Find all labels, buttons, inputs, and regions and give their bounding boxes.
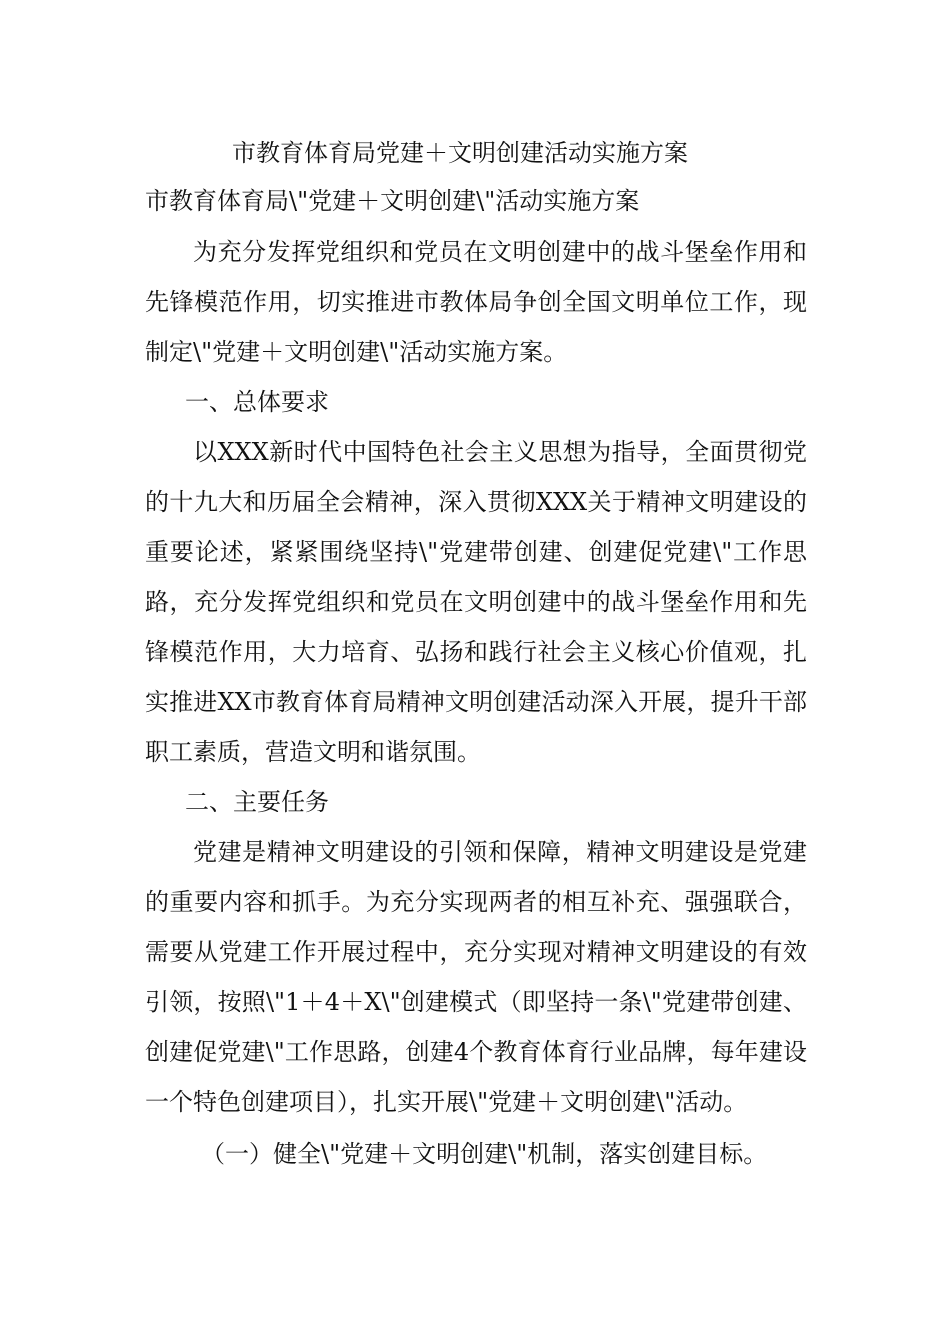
intro-paragraph: 为充分发挥党组织和党员在文明创建中的战斗堡垒作用和先锋模范作用，切实推进市教体局争创全国文明单位工作，现制定\"党建＋文明创建\"活动实施方案。	[145, 238, 807, 366]
document-title: 市教育体育局党建＋文明创建活动实施方案	[232, 139, 688, 167]
subsection-heading-mechanism: （一）健全\"党建＋文明创建\"机制，落实创建目标。	[201, 1140, 768, 1168]
section-heading-general-requirements: 一、总体要求	[185, 388, 329, 416]
main-tasks-paragraph: 党建是精神文明建设的引领和保障，精神文明建设是党建的重要内容和抓手。为充分实现两者的相互补充、强强联合，需要从党建工作开展过程中，充分实现对精神文明建设的有效引领，按照\"1＋4＋X\"创建模式（即坚持一条\"党建带创建、创建促党建\"工作思路，创建4个教育体育行业品牌，每年建设一个特色创建项目），扎实开展\"党建＋文明创建\"活动。	[145, 838, 807, 1116]
section-heading-main-tasks: 二、主要任务	[185, 788, 329, 816]
document-body	[145, 227, 807, 1179]
document-subtitle: 市教育体育局\"党建＋文明创建\"活动实施方案	[145, 187, 640, 215]
general-requirements-paragraph: 以XXX新时代中国特色社会主义思想为指导，全面贯彻党的十九大和历届全会精神，深入贯彻XXX关于精神文明建设的重要论述，紧紧围绕坚持\"党建带创建、创建促党建\"工作思路，充分发挥党组织和党员在文明创建中的战斗堡垒作用和先锋模范作用，大力培育、弘扬和践行社会主义核心价值观，扎实推进XX市教育体育局精神文明创建活动深入开展，提升干部职工素质，营造文明和谐氛围。	[145, 438, 807, 766]
